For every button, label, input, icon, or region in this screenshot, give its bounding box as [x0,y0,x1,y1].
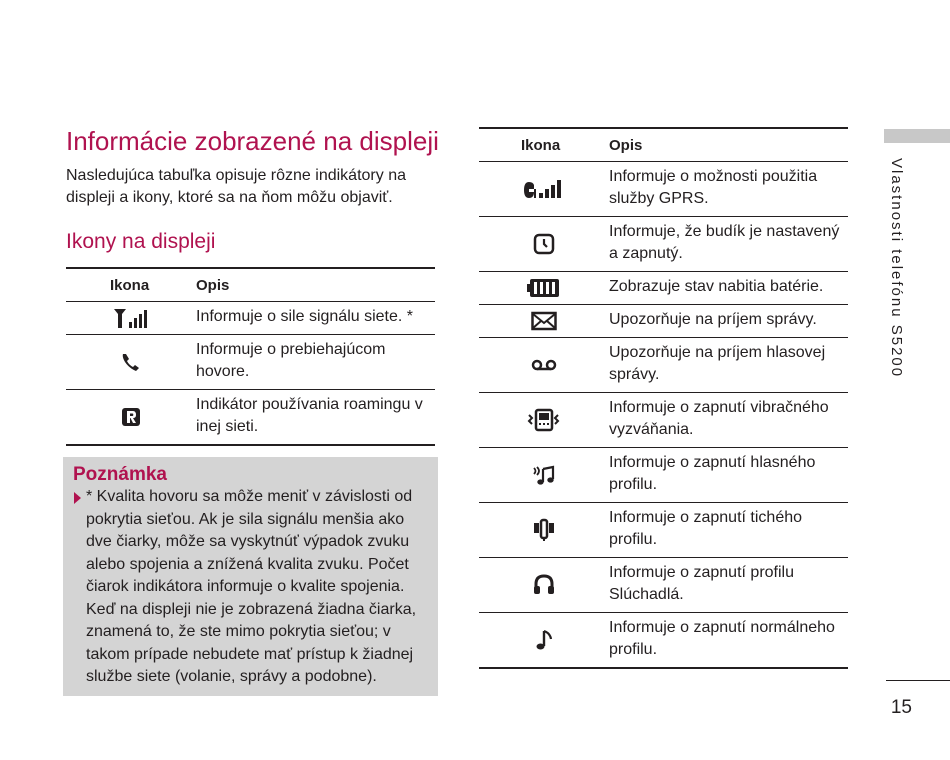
table-row [479,338,848,393]
headset-icon [479,558,609,613]
table-row [66,390,435,446]
row-desc: Upozorňuje na príjem hlasovej správy. [609,338,848,393]
table-row [479,613,848,669]
page-title: Informácie zobrazené na displeji [66,126,439,156]
side-tab-bar [884,129,950,143]
envelope-icon [479,305,609,338]
signal-strength-icon [66,302,196,335]
page-number: 15 [890,697,912,718]
table-row [479,448,848,503]
row-desc: Informuje o možnosti použitia služby GPRS. [609,162,848,217]
side-chapter-label: Vlastnosti telefónu S5200 [888,158,905,379]
voicemail-icon [479,338,609,393]
intro-text: Nasledujúca tabuľka opisuje rôzne indikátory na displeji a ikony, ktoré sa na ňom môžu objaviť. [66,167,406,206]
right-icon-table [479,127,848,669]
row-desc: Zobrazuje stav nabitia batérie. [609,272,848,305]
table-row [479,393,848,448]
row-desc: Informuje, že budík je nastavený a zapnutý. [609,217,848,272]
table-row [66,335,435,390]
note-box [63,457,438,696]
silent-profile-icon [479,503,609,558]
alarm-clock-icon [479,217,609,272]
table-header-row [66,268,435,302]
battery-icon [479,272,609,305]
page-divider [886,680,950,681]
table-row [479,558,848,613]
music-note-icon [479,613,609,669]
vibrate-icon [479,393,609,448]
gprs-icon [479,162,609,217]
table-header-row [479,128,848,162]
loud-profile-icon [479,448,609,503]
triangle-bullet-icon [74,492,81,504]
header-desc: Opis [196,268,435,302]
header-icon: Ikona [479,128,609,162]
row-desc: Informuje o sile signálu siete. * [196,302,435,335]
table-row [479,162,848,217]
section-subtitle: Ikony na displeji [66,230,216,253]
table-row [479,305,848,338]
row-desc: Informuje o zapnutí normálneho profilu. [609,613,848,669]
table-row [479,272,848,305]
table-row [479,217,848,272]
header-icon: Ikona [66,268,196,302]
row-desc: Informuje o zapnutí tichého profilu. [609,503,848,558]
phone-handset-icon [66,335,196,390]
table-row [479,503,848,558]
left-icon-table [66,267,435,446]
row-desc: Indikátor používania roamingu v inej sieti. [196,390,435,446]
note-title: Poznámka [73,464,167,485]
row-desc: Informuje o zapnutí profilu Slúchadlá. [609,558,848,613]
header-desc: Opis [609,128,848,162]
table-row [66,302,435,335]
row-desc: Upozorňuje na príjem správy. [609,305,848,338]
roaming-icon [66,390,196,446]
note-text: * Kvalita hovoru sa môže meniť v závislosti od pokrytia sieťou. Ak je sila signálu menšia ako dve čiarky, môže sa vyskytnúť výpadok zvuku alebo spojenia a znížená kvalita zvuku. Počet čiarok indikátora informuje o kvalite spojenia. Keď na displeji nie je zobrazená žiadna čiarka, znamená to, že ste mimo pokrytia sieťou; v takom prípade nebudete mať prístup k žiadnej službe siete (volanie, správy a podobne). [86,488,417,685]
row-desc: Informuje o zapnutí hlasného profilu. [609,448,848,503]
row-desc: Informuje o prebiehajúcom hovore. [196,335,435,390]
row-desc: Informuje o zapnutí vibračného vyzváňania. [609,393,848,448]
